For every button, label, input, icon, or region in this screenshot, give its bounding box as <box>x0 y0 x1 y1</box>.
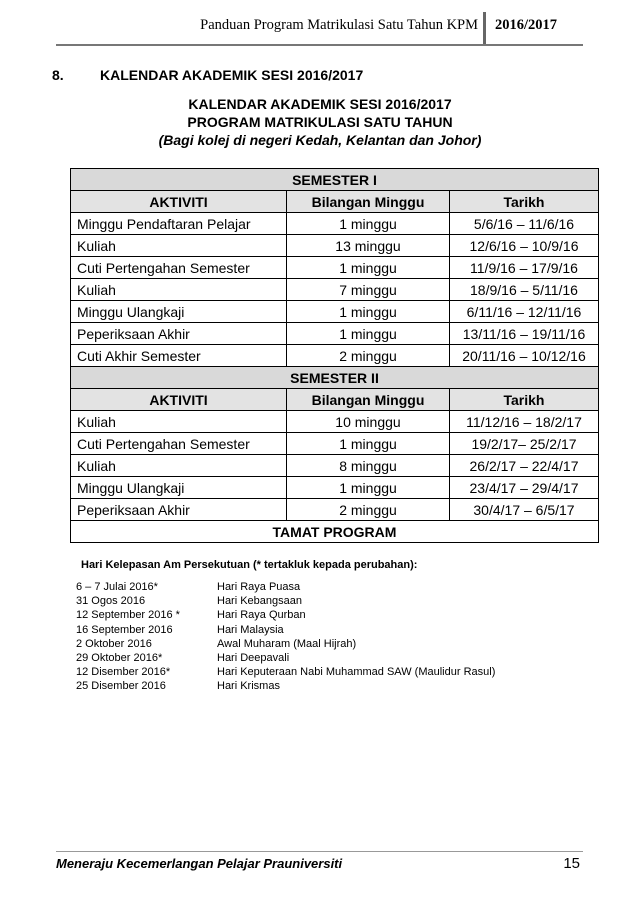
end-program-label: TAMAT PROGRAM <box>71 521 599 543</box>
holiday-name: Awal Muharam (Maal Hijrah) <box>217 637 357 650</box>
weeks-cell: 13 minggu <box>287 235 450 257</box>
holiday-name: Hari Kebangsaan <box>217 595 303 608</box>
weeks-cell: 1 minggu <box>287 213 450 235</box>
table-row <box>71 213 599 235</box>
holiday-date: 6 – 7 Julai 2016* <box>76 581 158 593</box>
date-cell: 30/4/17 – 6/5/17 <box>450 499 599 521</box>
table-row <box>71 455 599 477</box>
semester2-label: SEMESTER II <box>71 367 599 389</box>
semester2-column-headers <box>71 389 599 411</box>
header-rule <box>56 44 583 46</box>
activity-cell: Kuliah <box>71 235 287 257</box>
holiday-name: Hari Raya Puasa <box>217 581 301 593</box>
program-title: PROGRAM MATRIKULASI SATU TAHUN <box>187 114 453 130</box>
activity-cell: Minggu Ulangkaji <box>71 301 287 323</box>
table-row <box>71 257 599 279</box>
activity-cell: Peperiksaan Akhir <box>71 499 287 521</box>
semester2-header-row <box>71 367 599 389</box>
date-cell: 11/12/16 – 18/2/17 <box>450 411 599 433</box>
weeks-cell: 2 minggu <box>287 499 450 521</box>
activity-cell: Kuliah <box>71 411 287 433</box>
header-title: Panduan Program Matrikulasi Satu Tahun KPM <box>200 17 478 33</box>
column-header-activity: AKTIVITI <box>71 191 287 213</box>
section-number: 8. <box>52 67 64 83</box>
header-year: 2016/2017 <box>495 17 558 33</box>
weeks-cell: 1 minggu <box>287 477 450 499</box>
table-row <box>71 499 599 521</box>
weeks-cell: 1 minggu <box>287 257 450 279</box>
weeks-cell: 2 minggu <box>287 345 450 367</box>
holiday-name: Hari Deepavali <box>217 652 290 665</box>
table-row <box>71 279 599 301</box>
calendar-table <box>70 168 599 543</box>
section-title: KALENDAR AKADEMIK SESI 2016/2017 <box>100 67 364 83</box>
column-header-date: Tarikh <box>450 191 599 213</box>
semester1-header-row <box>71 169 599 191</box>
column-header-weeks: Bilangan Minggu <box>287 191 450 213</box>
weeks-cell: 1 minggu <box>287 433 450 455</box>
table-row <box>71 301 599 323</box>
date-cell: 6/11/16 – 12/11/16 <box>450 301 599 323</box>
holiday-name: Hari Krismas <box>217 680 280 693</box>
table-row <box>71 345 599 367</box>
column-header-date: Tarikh <box>450 389 599 411</box>
activity-cell: Peperiksaan Akhir <box>71 323 287 345</box>
activity-cell: Minggu Pendaftaran Pelajar <box>71 213 287 235</box>
weeks-cell: 7 minggu <box>287 279 450 301</box>
date-cell: 13/11/16 – 19/11/16 <box>450 323 599 345</box>
date-cell: 19/2/17– 25/2/17 <box>450 433 599 455</box>
weeks-cell: 1 minggu <box>287 323 450 345</box>
activity-cell: Cuti Pertengahan Semester <box>71 433 287 455</box>
holiday-date: 31 Ogos 2016 <box>76 595 146 608</box>
holiday-date: 25 Disember 2016 <box>76 680 166 693</box>
semester1-column-headers <box>71 191 599 213</box>
holiday-date: 29 Oktober 2016* <box>76 652 163 665</box>
table-row <box>71 477 599 499</box>
semester1-label: SEMESTER I <box>71 169 599 191</box>
holiday-name: Hari Keputeraan Nabi Muhammad SAW (Maulidur Rasul) <box>217 666 496 679</box>
holiday-item <box>76 580 495 594</box>
holiday-date: 2 Oktober 2016 <box>76 637 152 650</box>
date-cell: 11/9/16 – 17/9/16 <box>450 257 599 279</box>
holiday-item <box>76 651 495 665</box>
date-cell: 26/2/17 – 22/4/17 <box>450 455 599 477</box>
holiday-date: 12 September 2016 * <box>76 609 180 622</box>
holidays-heading: Hari Kelepasan Am Persekutuan (* tertakluk kepada perubahan): <box>81 559 418 571</box>
holiday-item <box>76 594 495 608</box>
header-separator <box>483 12 486 44</box>
column-header-activity: AKTIVITI <box>71 389 287 411</box>
footer-text: Meneraju Kecemerlangan Pelajar Prauniversiti <box>56 856 343 871</box>
date-cell: 12/6/16 – 10/9/16 <box>450 235 599 257</box>
date-cell: 20/11/16 – 10/12/16 <box>450 345 599 367</box>
holiday-item <box>76 637 495 651</box>
college-note: (Bagi kolej di negeri Kedah, Kelantan dan Johor) <box>158 132 482 148</box>
weeks-cell: 1 minggu <box>287 301 450 323</box>
table-row <box>71 323 599 345</box>
weeks-cell: 10 minggu <box>287 411 450 433</box>
activity-cell: Kuliah <box>71 455 287 477</box>
holiday-date: 12 Disember 2016* <box>76 666 171 679</box>
column-header-weeks: Bilangan Minggu <box>287 389 450 411</box>
calendar-title: KALENDAR AKADEMIK SESI 2016/2017 <box>188 96 452 112</box>
activity-cell: Kuliah <box>71 279 287 301</box>
holiday-date: 16 September 2016 <box>76 623 173 636</box>
table-row <box>71 235 599 257</box>
page-number: 15 <box>563 855 580 872</box>
table-row <box>71 411 599 433</box>
holiday-name: Hari Raya Qurban <box>217 609 306 622</box>
end-row <box>71 521 599 543</box>
table-row <box>71 433 599 455</box>
activity-cell: Minggu Ulangkaji <box>71 477 287 499</box>
activity-cell: Cuti Akhir Semester <box>71 345 287 367</box>
holiday-item <box>76 623 495 637</box>
date-cell: 5/6/16 – 11/6/16 <box>450 213 599 235</box>
activity-cell: Cuti Pertengahan Semester <box>71 257 287 279</box>
holiday-item <box>76 679 495 693</box>
holidays-list <box>76 580 495 694</box>
holiday-item <box>76 608 495 622</box>
weeks-cell: 8 minggu <box>287 455 450 477</box>
holiday-item <box>76 665 495 679</box>
holiday-name: Hari Malaysia <box>217 623 284 636</box>
page-header <box>0 0 638 48</box>
date-cell: 23/4/17 – 29/4/17 <box>450 477 599 499</box>
footer-rule <box>56 851 583 852</box>
date-cell: 18/9/16 – 5/11/16 <box>450 279 599 301</box>
